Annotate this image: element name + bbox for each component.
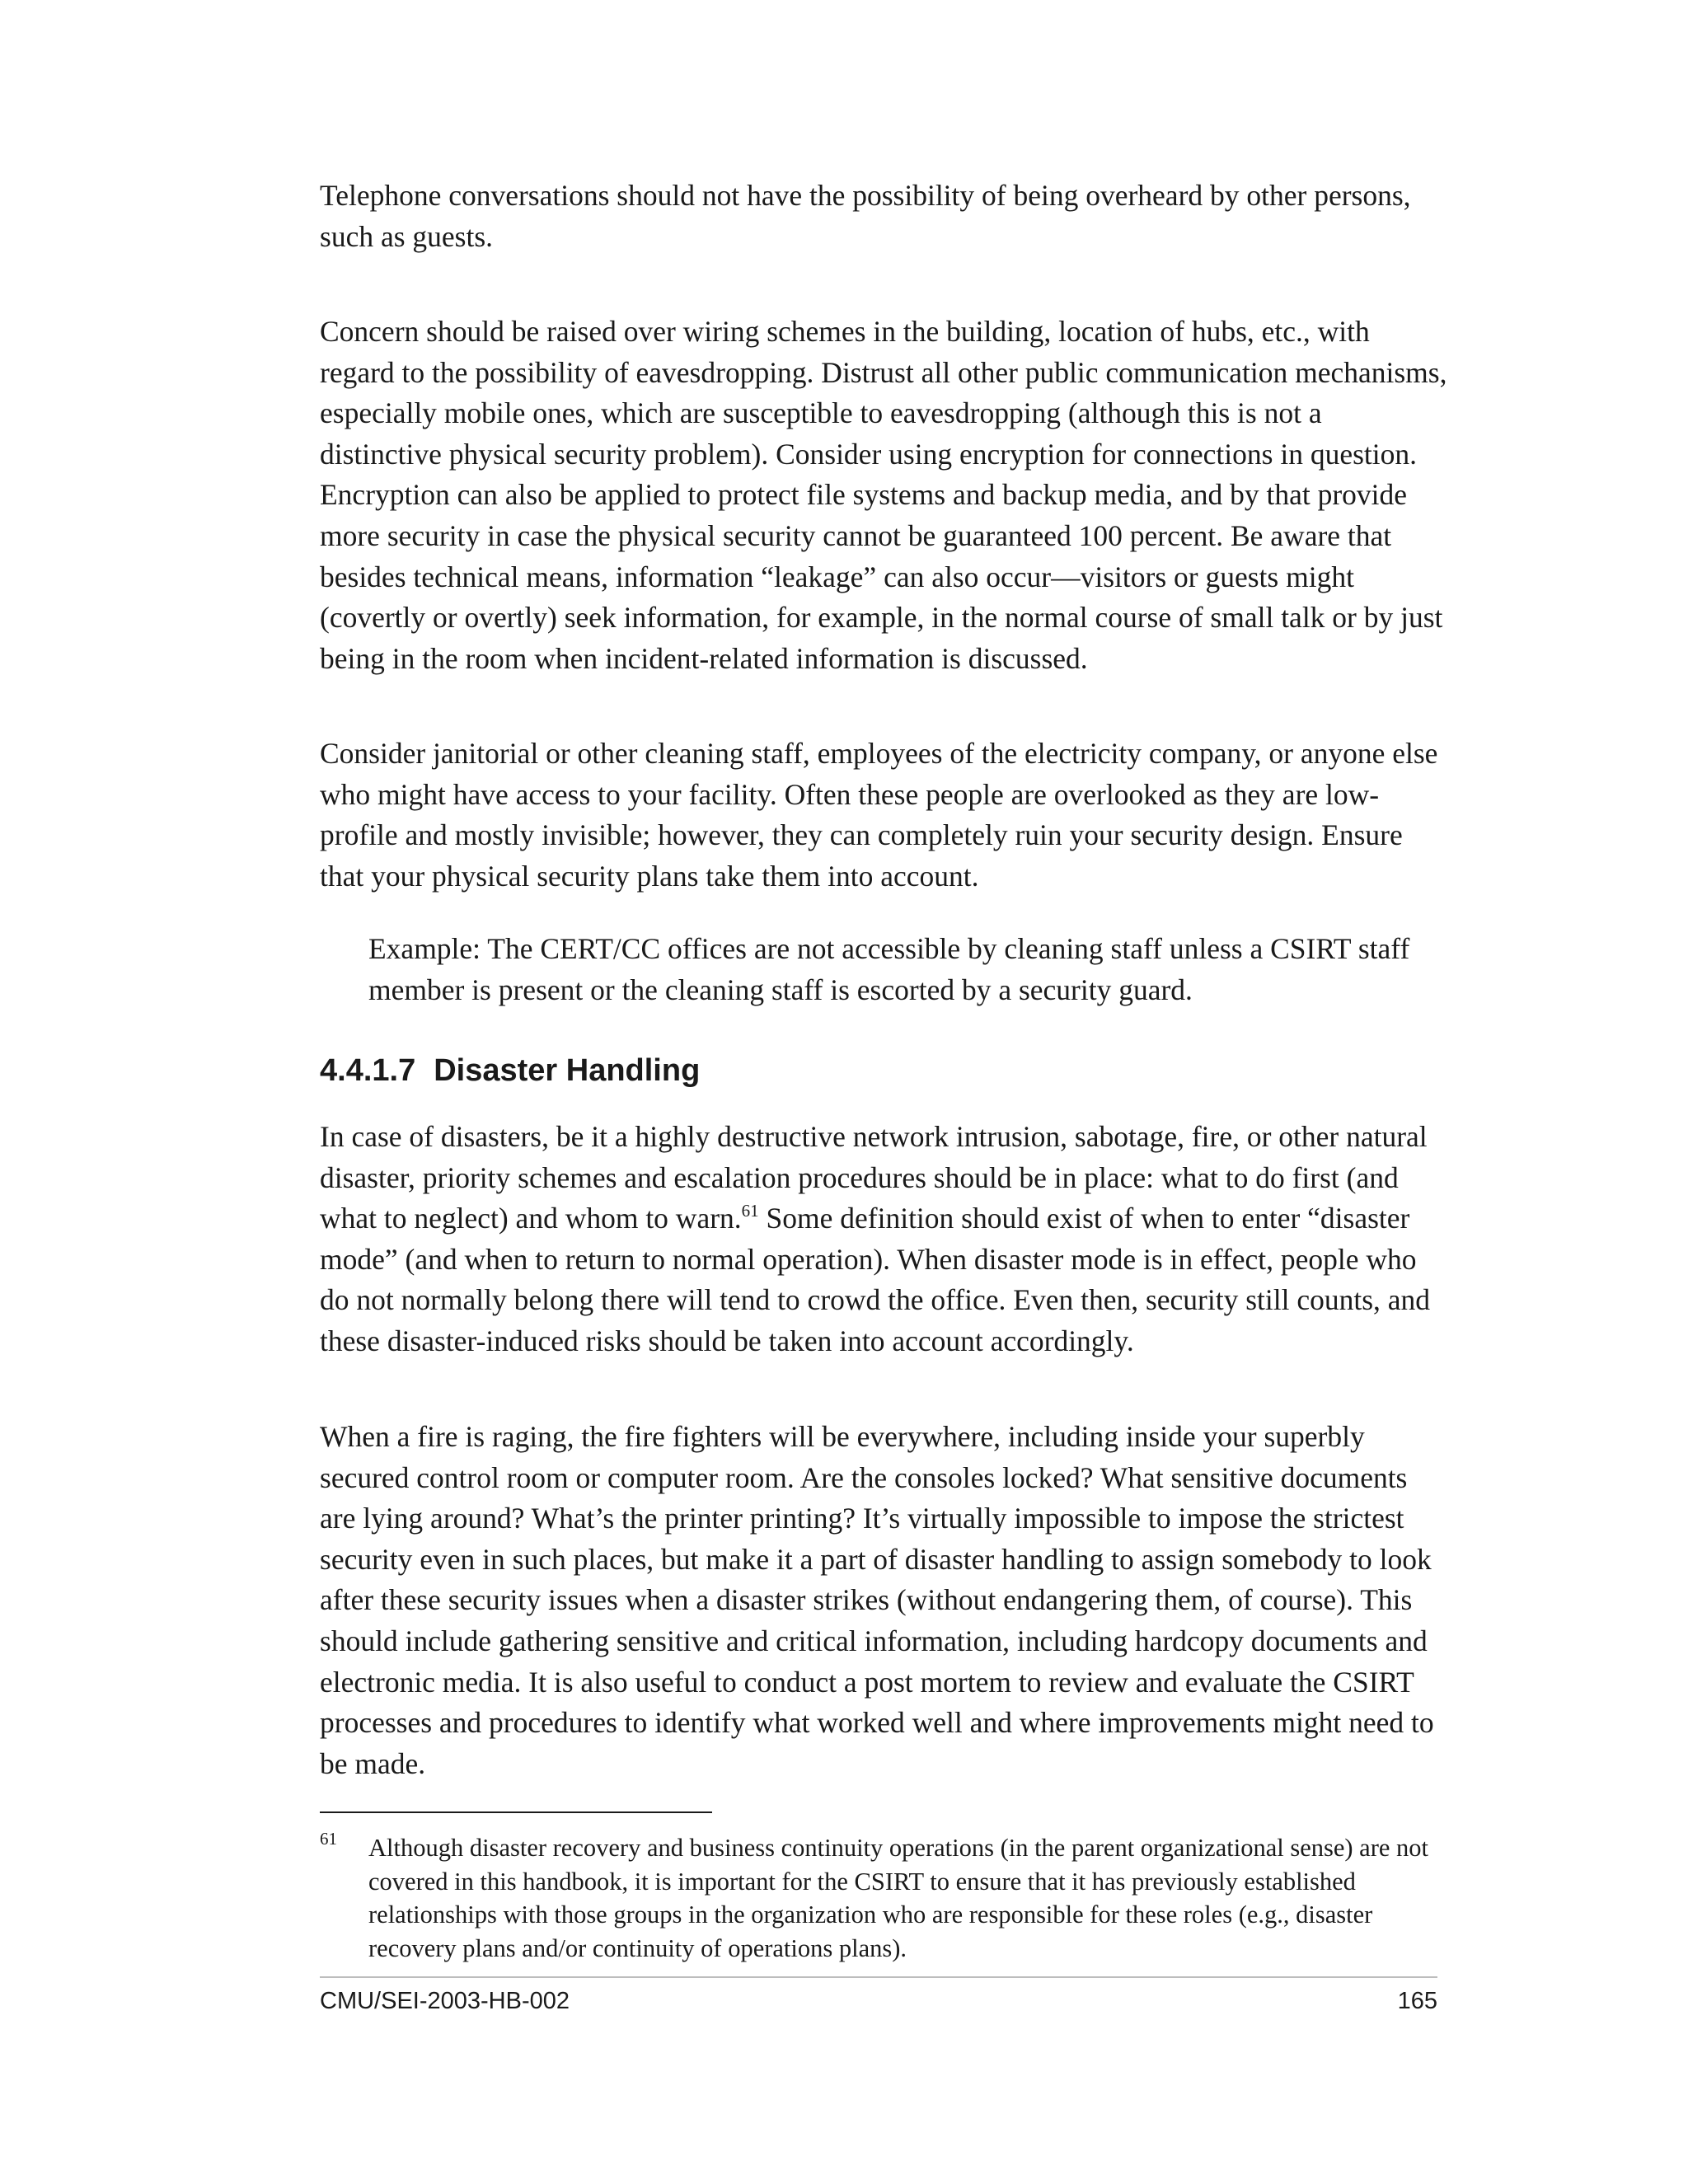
footer-separator xyxy=(320,1976,1437,1978)
example-cert-cc: Example: The CERT/CC offices are not accessible by cleaning staff unless a CSIRT staff member is present or the cleaning staff is escorted by a security guard. xyxy=(368,932,1410,1006)
paragraph-wiring-eavesdropping: Concern should be raised over wiring schemes in the building, location of hubs, etc., with regard to the possibility of eavesdropping. Distrust all other public communication mechanisms, especially mobile ones, which are susceptible to eavesdropping (although this is not a distinctive physical security problem). Consider using encryption for connections in question. Encryption can also be applied to protect file systems and backup media, and by that provide more security in case the physical security cannot be guaranteed 100 percent. Be aware that besides technical means, information “leakage” can also occur—visitors or guests might (covertly or overtly) seek information, for example, in the normal course of small talk or by just being in the room when incident-related information is discussed. xyxy=(320,315,1447,675)
page-number: 165 xyxy=(1397,1988,1437,2014)
footnote-text: Although disaster recovery and business continuity operations (in the parent organizational sense) are not covered in this handbook, it is important for the CSIRT to ensure that it has previously established relationships with those groups in the organization who are responsible for these roles (e.g., disaster recovery plans and/or continuity of operations plans). xyxy=(368,1834,1429,1962)
paragraph-fire-fighters: When a fire is raging, the fire fighters will be everywhere, including inside your superbly secured control room or computer room. Are the consoles locked? What sensitive documents are lying around? What’s the printer printing? It’s virtually impossible to impose the strictest security even in such places, but make it a part of disaster handling to assign somebody to look after these security issues when a disaster strikes (without endangering them, of course). This should include gathering sensitive and critical information, including hardcopy documents and electronic media. It is also useful to conduct a post mortem to review and evaluate the CSIRT processes and procedures to identify what worked well and where improvements might need to be made. xyxy=(320,1420,1434,1780)
paragraph-cleaning-staff: Consider janitorial or other cleaning staff, employees of the electricity company, or anyone else who might have access to your facility. Often these people are overlooked as they are low-profile and mostly invisible; however, they can completely ruin your security design. Ensure that your physical security plans take them into account. xyxy=(320,737,1438,893)
footnote-marker: 61 xyxy=(320,1829,337,1849)
paragraph-disaster-priority xyxy=(320,1117,1449,1362)
section-number: 4.4.1.7 xyxy=(320,1053,416,1088)
footnote-reference[interactable]: 61 xyxy=(741,1201,759,1221)
footnote-separator xyxy=(320,1811,712,1813)
paragraph-telephone: Telephone conversations should not have the possibility of being overheard by other persons, such as guests. xyxy=(320,179,1411,253)
paragraph-disaster-priority-part2: Some definition should exist of when to enter “disaster mode” (and when to return to normal operation). When disaster mode is in effect, people who do not normally belong there will tend to crowd the office. Even then, security still counts, and these disaster-induced risks should be taken into account accordingly. xyxy=(320,1202,1431,1357)
paragraph-disaster-priority-part1: In case of disasters, be it a highly destructive network intrusion, sabotage, fire, or other natural disaster, priority schemes and escalation procedures should be in place: what to do first (and what to neglect) and whom to warn. xyxy=(320,1120,1428,1235)
section-title: Disaster Handling xyxy=(434,1053,701,1088)
document-id: CMU/SEI-2003-HB-002 xyxy=(320,1988,570,2014)
section-heading xyxy=(320,1050,700,1091)
